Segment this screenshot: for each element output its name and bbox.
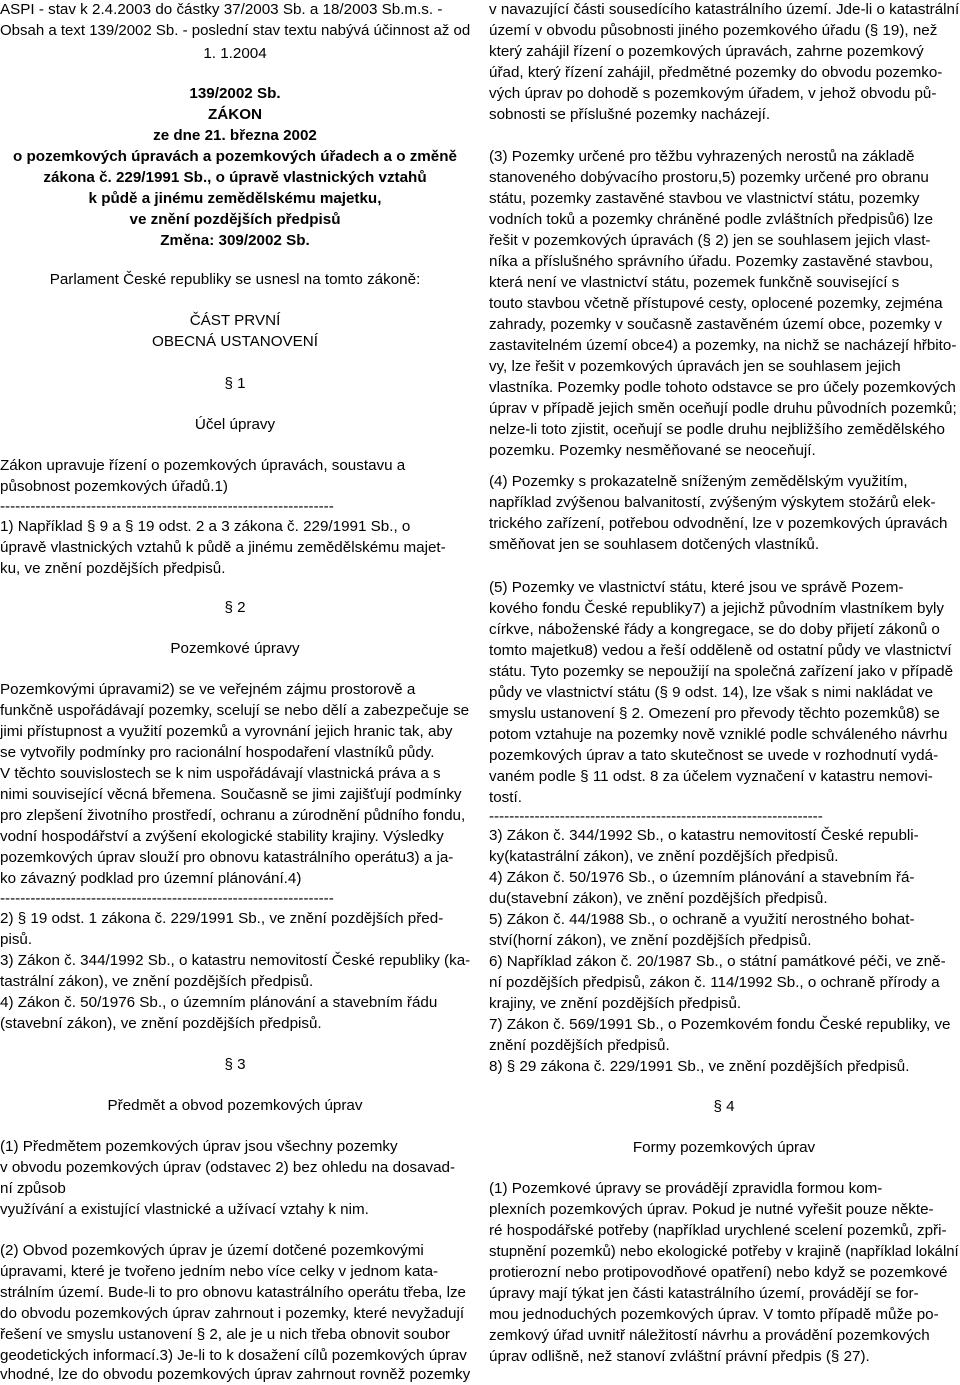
left-text-line: ------------------------------------------------------------------ [0,498,334,515]
left-text-line: tastrální zákon), ve znění pozdějších předpisů. [0,973,314,990]
right-text-line: v navazující části sousedícího katastrálního území. Jde-li o katastrální [489,1,960,18]
left-text-line: OBECNÁ USTANOVENÍ [152,333,318,350]
left-text-line: ze dne 21. března 2002 [153,127,317,144]
left-text-line: 1. 1.2004 [203,45,267,62]
right-text-line: 6) Například zákon č. 20/1987 Sb., o státní památkové péči, ve zně- [489,953,946,970]
right-text-line: 7) Zákon č. 569/1991 Sb., o Pozemkovém fondu České republiky, ve [489,1016,951,1033]
left-text-line: řešení ve smyslu ustanovení § 2, ale je u nich třeba obnovit soubor [0,1326,450,1343]
left-text-line: 3) Zákon č. 344/1992 Sb., o katastru nemovitostí České republiky (ka- [0,952,471,969]
right-text-line: znění pozdějších předpisů. [489,1037,670,1054]
right-text-line: tomto majetku8) vedou a řeší odděleně od ostatní půdy ve vlastnictví [489,642,952,659]
left-text-line: Pozemkovými úpravami2) se ve veřejném zájmu prostorově a [0,681,416,698]
left-text-line: V těchto souvislostech se k nim uspořádávají vlastnická práva a s [0,765,441,782]
right-text-line: (3) Pozemky určené pro těžbu vyhrazených nerostů na základě [489,148,915,165]
left-text-line: zákona č. 229/1991 Sb., o úpravě vlastnických vztahů [43,169,427,186]
right-text-line: úpravy mají týkat jen části katastrálního území, provádějí se for- [489,1285,919,1302]
right-text-line: zahrady, pozemky v současně zastavěném území obce, pozemky v [489,316,943,333]
right-text-line: kového fondu České republiky7) a jejichž původním vlastníkem byly [489,600,945,617]
left-text-line: ------------------------------------------------------------------ [0,890,334,907]
left-text-line: ČÁST PRVNÍ [189,312,281,329]
left-text-line: ve znění pozdějších předpisů [129,211,341,228]
left-text-line: vodní hospodářství a zvýšení ekologické stability krajiny. Výsledky [0,828,444,845]
right-text-line: řešit v pozemkových úpravách (§ 2) jen se souhlasem jejich vlast- [489,232,931,249]
left-text-line: (2) Obvod pozemkových úprav je území dotčené pozemkovými [0,1242,424,1259]
right-text-line: trického zařízení, potřebou odvodnění, lze v pozemkových úpravách [489,515,948,532]
left-text-line: k půdě a jinému zemědělskému majetku, [88,190,382,207]
left-text-line: Změna: 309/2002 Sb. [160,232,310,249]
left-text-line: Obsah a text 139/2002 Sb. - poslední stav textu nabývá účinnost až od [0,22,471,39]
right-text-line: pozemku. Pozemky nesměňované se neoceňují. [489,442,816,459]
right-text-line: nelze-li toto zjistit, oceňují se podle druhu nejbližšího zemědělského [489,421,945,438]
left-text-line: Předmět a obvod pozemkových úprav [107,1097,363,1114]
right-text-line: 8) § 29 zákona č. 229/1991 Sb., ve znění pozdějších předpisů. [489,1058,910,1075]
right-text-line: církve, náboženské řády a kongregace, se do doby přijetí zákonů o [489,621,940,638]
right-text-line: zemkový úřad uvnitř náležitostí návrhu a provádění pozemkových [489,1327,930,1344]
right-text-line: potom vztahuje na pozemky nově vzniklé podle schváleného návrhu [489,726,948,743]
right-text-line: vých úprav po dohodě s pozemkovým úřadem, v jehož obvodu pů- [489,85,937,102]
right-text-line: (5) Pozemky ve vlastnictví státu, které jsou ve správě Pozem- [489,579,904,596]
left-text-line: do obvodu pozemkových úprav zahrnout i pozemky, které nevyžadují [0,1305,465,1322]
left-text-line: ASPI - stav k 2.4.2003 do částky 37/2003 Sb. a 18/2003 Sb.m.s. - [0,1,443,18]
right-text-line: ství(horní zákon), ve znění pozdějších předpisů. [489,932,812,949]
left-text-line: využívání a existující vlastnické a užívací vztahy k nim. [0,1201,369,1218]
right-text-line: § 4 [713,1098,735,1115]
right-text-line: úprav odlišně, než stanoví zvláštní právní předpis (§ 27). [489,1348,870,1365]
right-text-line: stanoveného dobývacího prostoru,5) pozemky určené pro obranu [489,169,929,186]
left-text-line: (stavební zákon), ve znění pozdějších předpisů. [0,1015,322,1032]
left-text-line: ko závazný podklad pro územní plánování.4) [0,870,302,887]
left-text-line: ku, ve znění pozdějších předpisů. [0,560,226,577]
left-text-line: pisů. [0,931,33,948]
left-text-line: Pozemkové úpravy [170,640,300,657]
right-text-line: vlastníka. Pozemky podle tohoto odstavce se pro účely pozemkových [489,379,956,396]
left-text-line: 2) § 19 odst. 1 zákona č. 229/1991 Sb., ve znění pozdějších před- [0,910,444,927]
left-text-line: pozemkových úprav slouží pro obnovu katastrálního operátu3) a ja- [0,849,454,866]
left-text-line: 1) Například § 9 a § 19 odst. 2 a 3 zákona č. 229/1991 Sb., o [0,518,411,535]
left-text-line: o pozemkových úpravách a pozemkových úřadech a o změně [13,148,457,165]
right-text-line: smyslu ustanovení § 2. Omezení pro převody těchto pozemků8) se [489,705,940,722]
right-text-line: protierozní nebo protipovodňové opatření) nebo když se pozemkové [489,1264,948,1281]
left-text-line: Účel úpravy [194,416,276,433]
right-text-line: ré hospodářské potřeby (například urychlené scelení pozemků, zpři- [489,1222,947,1239]
left-text-line: § 2 [224,599,246,616]
right-text-line: území v obvodu působnosti jiného pozemkového úřadu (§ 19), než [489,22,938,39]
right-text-line: 3) Zákon č. 344/1992 Sb., o katastru nemovitostí České republi- [489,827,919,844]
right-text-line: mou jednoduchých pozemkových úprav. V tomto případě může po- [489,1306,939,1323]
left-text-line: pro zlepšení životního prostředí, ochranu a zúrodnění půdního fondu, [0,807,466,824]
left-text-line: se vytvořily podmínky pro racionální hospodaření vlastníků půdy. [0,744,435,761]
left-text-line: § 1 [224,375,246,392]
right-text-line: Formy pozemkových úprav [632,1139,816,1156]
right-text-line: 5) Zákon č. 44/1988 Sb., o ochraně a využití nerostného bohat- [489,911,915,928]
right-text-line: ní pozdějších předpisů, zákon č. 114/1992 Sb., o ochraně přírody a [489,974,940,991]
right-text-line: státu, pozemky zastavěné stavbou ve vlastnictví státu, pozemky [489,190,920,207]
right-text-line: vaném podle § 11 odst. 8 za účelem vyznačení v katastru nemovi- [489,768,933,785]
right-text-line: 4) Zákon č. 50/1976 Sb., o územním plánování a stavebním řá- [489,869,915,886]
right-text-line: touto stavbou včetně přístupové cesty, oplocené pozemky, zejména [489,295,943,312]
left-text-line: funkčně uspořádávají pozemky, scelují se nebo dělí a zabezpečuje se [0,702,470,719]
right-text-line: ky(katastrální zákon), ve znění pozdějších předpisů. [489,848,839,865]
left-text-line: úpravami, které je tvořeno jedním nebo více celky v jednom kata- [0,1263,439,1280]
left-text-line: (1) Předmětem pozemkových úprav jsou všechny pozemky [0,1138,398,1155]
right-text-line: která není ve vlastnictví státu, pozemek funkčně související s [489,274,900,291]
left-text-line: ní způsob [0,1180,66,1197]
right-text-line: plexních pozemkových úprav. Pokud je nutné vyřešit pouze někte- [489,1201,934,1218]
right-text-line: du(stavební zákon), ve znění pozdějších předpisů. [489,890,828,907]
right-text-line: zastavitelném území obce4) a pozemky, na nichž se nacházejí hřbito- [489,337,957,354]
right-text-line: stupnění pozemků) nebo ekologické potřeby v krajině (například lokální [489,1243,959,1260]
left-text-line: strálním území. Bude-li to pro obnovu katastrálního operátu třeba, lze [0,1284,466,1301]
right-text-line: tostí. [489,789,522,806]
right-text-line: půdy ve vlastnictví státu (§ 9 odst. 14), lze však s nimi nakládat ve [489,684,934,701]
right-text-line: (4) Pozemky s prokazatelně sníženým zemědělským využitím, [489,473,908,490]
left-text-line: v obvodu pozemkových úprav (odstavec 2) bez ohledu na dosavad- [0,1159,456,1176]
right-text-line: ------------------------------------------------------------------ [489,808,823,825]
right-text-line: úprav v případě jejich směn oceňují podle druhu původních pozemků; [489,400,957,417]
left-text-line: jimi přístupnost a využití pozemků a vyrovnání jejich hranic tak, aby [0,723,453,740]
right-text-line: který zahájil řízení o pozemkových úpravách, zahrne pozemkový [489,43,924,60]
left-text-line: nimi související věcná břemena. Současně se jimi zajišťují podmínky [0,786,462,803]
right-text-line: úřad, který řízení zahájil, předmětné pozemky do obvodu pozemko- [489,64,943,81]
right-text-line: například zvýšenou balvanitostí, zvýšeným výskytem stožárů elek- [489,494,936,511]
right-text-line: níka a příslušného správního úřadu. Pozemky zastavěné stavbou, [489,253,934,270]
left-text-line: ZÁKON [208,106,262,123]
right-text-line: vodních toků a pozemky chráněné podle zvláštních předpisů6) lze [489,211,934,228]
right-text-line: pozemkových úprav a tato skutečnost se uvede v rozhodnutí vydá- [489,747,939,764]
left-text-line: 139/2002 Sb. [189,85,281,102]
right-text-line: směňovat jen se souhlasem dotčených vlastníků. [489,536,820,553]
left-text-line: 4) Zákon č. 50/1976 Sb., o územním plánování a stavebním řádu [0,994,438,1011]
left-text-line: Zákon upravuje řízení o pozemkových úpravách, soustavu a [0,457,406,474]
left-text-line: Parlament České republiky se usnesl na tomto zákoně: [49,271,421,288]
right-text-line: státu. Tyto pozemky se nepoužijí na společná zařízení jako v případě [489,663,954,680]
left-text-line: geodetických informací.3) Je-li to k dosažení cílů pozemkových úprav [0,1347,467,1364]
right-text-line: sobnosti se příslušné pozemky nacházejí. [489,106,771,123]
right-text-line: krajiny, ve znění pozdějších předpisů. [489,995,742,1012]
right-text-line: (1) Pozemkové úpravy se provádějí zpravidla formou kom- [489,1180,883,1197]
left-text-line: vhodné, lze do obvodu pozemkových úprav zahrnout rovněž pozemky [0,1366,471,1383]
left-text-line: § 3 [224,1056,246,1073]
left-text-line: úpravě vlastnických vztahů k půdě a jinému zemědělskému majet- [0,539,446,556]
left-text-line: působnost pozemkových úřadů.1) [0,478,228,495]
right-text-line: vy, lze řešit v pozemkových úpravách jen se souhlasem jejich [489,358,901,375]
